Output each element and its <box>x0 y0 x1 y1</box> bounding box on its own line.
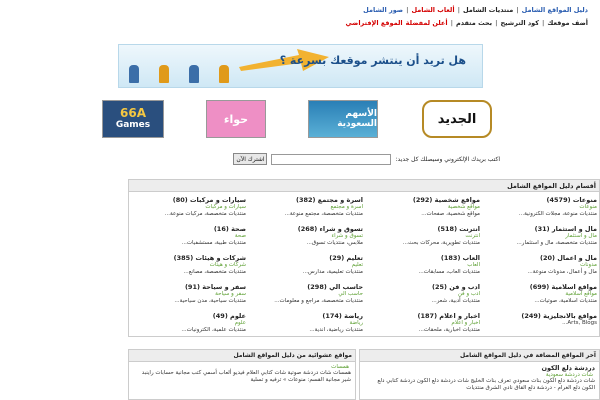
category-cell <box>133 283 248 313</box>
nav-referral-code[interactable]: كود الترشيح <box>500 19 540 27</box>
random-site-description: همسات شات دردشة صوتية شات كتابي العلام فيديو ألعاب أسمي كتب مجانية حسابات راينبد شير مجانية القسم: منوعات » ترفيه و تسلية <box>141 370 351 383</box>
category-title[interactable]: مال و استثمار (31) <box>534 225 597 233</box>
logo-hawaa[interactable]: حواء <box>206 100 266 138</box>
category-subtitle[interactable]: العاب <box>467 262 480 268</box>
nav-favorite[interactable]: أعلن لمفضلة <box>405 19 448 27</box>
category-subtitle[interactable]: مواقع شخصية <box>447 204 480 210</box>
category-description: منتديات سياحية، مدن سياحية... <box>174 298 246 304</box>
category-cell <box>133 196 248 226</box>
nav-separator: | <box>406 6 409 14</box>
runner-figure <box>159 65 169 83</box>
category-title[interactable]: العاب (183) <box>440 254 480 262</box>
category-cell <box>484 312 599 342</box>
category-description: منتديات منوعة، مجلات الكترونية... <box>518 211 597 217</box>
category-subtitle[interactable]: علوم <box>234 320 246 326</box>
category-title[interactable]: منوعات (4579) <box>546 196 597 204</box>
nav-separator: | <box>516 6 519 14</box>
category-description: منتديات متخصصة، مال و استثمار... <box>516 240 597 246</box>
category-title[interactable]: تسوق و شراء (268) <box>297 225 363 233</box>
category-description: منتديات علمية، الكترونيات... <box>181 327 246 333</box>
category-subtitle[interactable]: مدونات <box>580 262 597 268</box>
category-description: منتديات تعليمية، مدارس... <box>302 269 363 275</box>
category-title[interactable]: علوم (49) <box>212 312 246 320</box>
category-title[interactable]: مال و اعمال (20) <box>539 254 597 262</box>
category-description: منتديات طبية، مستشفيات... <box>181 240 246 246</box>
category-title[interactable]: صحة (16) <box>213 225 246 233</box>
email-input[interactable] <box>271 154 391 165</box>
nav-separator: | <box>495 19 498 27</box>
nav-photos[interactable]: صور الشامل <box>363 6 404 14</box>
category-title[interactable]: رياضة (174) <box>322 312 363 320</box>
category-description: منتديات متخصصة، مصانع... <box>183 269 246 275</box>
category-title[interactable]: ادب و فن (25) <box>431 283 480 291</box>
category-subtitle[interactable]: انترنت <box>465 233 480 239</box>
nav-default-site[interactable]: الموقع الإفتراضي <box>345 19 403 27</box>
category-subtitle[interactable]: تعليم <box>351 262 363 268</box>
subscribe-button[interactable]: اشترك الآن <box>233 153 267 165</box>
category-cell <box>484 254 599 284</box>
category-cell <box>250 196 365 226</box>
category-cell <box>133 312 248 342</box>
category-description: منتديات اسلامية، صوتيات... <box>534 298 597 304</box>
category-cell <box>484 225 599 255</box>
newsletter-form <box>184 153 500 165</box>
latest-site-subtitle: شات دردشة سعودية <box>545 372 593 378</box>
category-description: منتديات تطويرية، محركات بحث... <box>402 240 480 246</box>
category-description: ملابس، منتديات تسوق... <box>306 240 363 246</box>
nav-add-site[interactable]: أضف موقعك <box>547 19 588 27</box>
category-subtitle[interactable]: صحة <box>234 233 246 239</box>
category-description: منتديات رياضية، اندية... <box>309 327 363 333</box>
nav-games[interactable]: ألعاب الشامل <box>411 6 455 14</box>
category-description: Arts, Blogs... <box>562 320 597 326</box>
latest-site-description: شات دردشة دلع الكون بنات سعودي تعرف بنات الخليج شات دردشة دلع الكون دردشة كتابي دلع الكون دلع الغرام - دردشة دلع القاق نادي الشرق منتديات <box>377 378 595 391</box>
categories-panel <box>128 179 600 337</box>
logo-games-word: Games <box>115 119 151 130</box>
category-subtitle[interactable]: رياضة <box>349 320 363 326</box>
category-subtitle[interactable]: مواقع اسلامية <box>565 291 597 297</box>
category-subtitle[interactable]: حاسب الي <box>338 291 363 297</box>
category-cell <box>367 254 482 284</box>
category-description: منتديات متخصصة، مركبات منوعة... <box>164 211 246 217</box>
latest-site-title[interactable]: دردشة دلع الكون <box>541 364 595 372</box>
logo-saudi-stocks[interactable]: الأسهم السعودية <box>308 100 378 138</box>
runner-figure <box>129 65 139 83</box>
category-subtitle[interactable]: اخبار و اعلام <box>451 320 480 326</box>
category-cell <box>250 283 365 313</box>
category-subtitle[interactable]: سيارات و مركبات <box>205 204 246 210</box>
category-title[interactable]: شركات و هيئات (385) <box>173 254 246 262</box>
category-subtitle[interactable]: شركات و هيئات <box>209 262 246 268</box>
promo-banner[interactable] <box>118 44 483 88</box>
nav-separator: | <box>450 19 453 27</box>
category-subtitle[interactable]: اسرة و مجتمع <box>330 204 363 210</box>
category-title[interactable]: سيارات و مركبات (80) <box>172 196 246 204</box>
nav-forums[interactable]: منتديات الشامل <box>462 6 514 14</box>
category-subtitle[interactable]: تسوق و شراء <box>331 233 363 239</box>
random-site-subtitle[interactable]: همسات <box>331 364 349 370</box>
logo-66a-games[interactable] <box>102 100 164 138</box>
category-cell <box>133 254 248 284</box>
category-cell <box>250 312 365 342</box>
partner-logos <box>100 100 500 140</box>
category-description: منتديات متخصصة، مراجع و معلومات... <box>274 298 363 304</box>
category-description: منتديات أدبية، شعر... <box>431 298 480 304</box>
newsletter-label: اكتب بريدك الإلكتروني وسيصلك كل جديد: <box>395 155 500 163</box>
secondary-nav <box>345 19 588 27</box>
category-subtitle[interactable]: سفر و سياحة <box>215 291 246 297</box>
category-title[interactable]: اسرة و مجتمع (382) <box>295 196 363 204</box>
logo-jadeed[interactable]: الجديد <box>422 100 492 138</box>
category-cell <box>250 254 365 284</box>
latest-sites-panel <box>359 349 600 400</box>
category-title[interactable]: مواقع اسلامية (699) <box>529 283 597 291</box>
category-description: مال و أعمال، مدونات منوعة... <box>527 269 597 275</box>
category-cell <box>367 283 482 313</box>
category-title[interactable]: اخبار و اعلام (187) <box>417 312 480 320</box>
category-title[interactable]: تعليم (29) <box>329 254 363 262</box>
category-subtitle[interactable]: منوعات <box>579 204 597 210</box>
category-description: منتديات العاب، مسابقات... <box>418 269 480 275</box>
latest-sites-header: آخر المواقع المضافة في دليل المواقع الشامل <box>360 350 599 362</box>
top-nav <box>363 6 588 14</box>
category-cell <box>250 225 365 255</box>
category-title[interactable]: مواقع بالانجليزية (249) <box>521 312 597 320</box>
category-description: منتديات اخبارية، ملحقات... <box>418 327 480 333</box>
nav-separator: | <box>542 19 545 27</box>
category-cell <box>367 196 482 226</box>
banner-slogan: هل تريد أن ينتشر موقعك بسرعة ؟ <box>279 54 466 67</box>
category-title[interactable]: انترنت (518) <box>437 225 480 233</box>
runner-figure <box>219 65 229 83</box>
nav-advanced-search[interactable]: بحث متقدم <box>455 19 493 27</box>
category-cell <box>367 225 482 255</box>
category-description: مواقع شخصية، صفحات... <box>421 211 480 217</box>
category-title[interactable]: سفر و سياحة (91) <box>184 283 246 291</box>
category-cell <box>484 196 599 226</box>
nav-directory[interactable]: دليل المواقع الشامل <box>521 6 588 14</box>
nav-separator: | <box>457 6 460 14</box>
random-sites-panel <box>128 349 356 400</box>
category-cell <box>133 225 248 255</box>
categories-header: أقسام دليل المواقع الشامل <box>129 180 599 192</box>
category-subtitle[interactable]: مال و استثمار <box>565 233 597 239</box>
category-description: منتديات متخصصة، مجتمع منوعة... <box>284 211 363 217</box>
runner-figure <box>189 65 199 83</box>
random-sites-header: مواقع عشوائية من دليل المواقع الشامل <box>129 350 355 362</box>
category-subtitle[interactable]: ادب و فن <box>457 291 480 297</box>
category-title[interactable]: مواقع شخصية (292) <box>412 196 480 204</box>
category-title[interactable]: حاسب الي (298) <box>307 283 363 291</box>
logo-games-number: 66A <box>120 106 146 121</box>
category-cell <box>484 283 599 313</box>
category-cell <box>367 312 482 342</box>
